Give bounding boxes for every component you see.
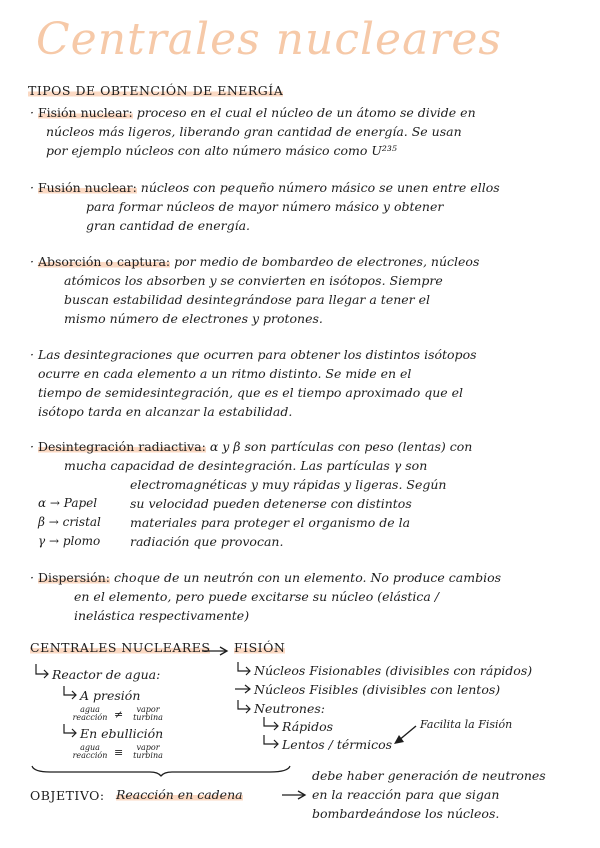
radiactiva-right-1: electromagnéticas y muy rápidas y ligeras. Según — [130, 477, 447, 492]
radiation-shield-list — [38, 494, 128, 551]
item-desintegraciones-text-3: tiempo de semidesintegración, que es el tiempo aproximado que el — [38, 385, 464, 400]
item-radiactiva-line-1: · Desintegración radiactiva: α y β son partículas con peso (lentas) con — [30, 439, 473, 454]
ebullicion-note-op: ≡ — [114, 746, 124, 759]
fisionables-hook-arrow-icon — [236, 662, 252, 676]
presion-note-op: ≠ — [114, 708, 124, 721]
item-absorcion-term: Absorción o captura: — [37, 254, 171, 269]
section-heading-centrales — [30, 640, 210, 655]
item-fision-text-1: proceso en el cual el núcleo de un átomo se divide en — [136, 105, 476, 120]
presion-hook-arrow-icon — [62, 686, 78, 700]
item-absorcion-line-1: · Absorción o captura: por medio de bombardeo de electrones, núcleos — [30, 254, 480, 269]
item-absorcion — [30, 252, 580, 328]
section-heading-centrales-text: CENTRALES NUCLEARES — [30, 640, 211, 655]
objetivo-label: OBJETIVO: — [30, 788, 105, 803]
rapidos-label: Rápidos — [282, 719, 334, 734]
ebullicion-note-a: agua reacción — [72, 743, 108, 760]
rapidos-hook-arrow-icon — [262, 717, 280, 731]
item-dispersion-text-2: en el elemento, pero puede excitarse su núcleo (elástica / — [74, 589, 439, 604]
arrow-to-lentos-icon — [392, 724, 418, 746]
presion-note — [68, 706, 188, 726]
objetivo-arrow-icon — [280, 790, 308, 800]
reactor-hook-arrow-icon — [34, 664, 50, 680]
radiactiva-right-3: materiales para proteger el organismo de la — [130, 515, 411, 530]
item-fusion — [30, 178, 580, 235]
item-fusion-text-2: para formar núcleos de mayor número másico y obtener — [86, 199, 444, 214]
page-title: Centrales nucleares — [36, 14, 502, 65]
item-desintegraciones-text-4: isótopo tarda en alcanzar la estabilidad. — [38, 404, 293, 419]
item-radiactiva-term: Desintegración radiactiva: — [37, 439, 206, 454]
lentos-label: Lentos / térmicos — [282, 737, 393, 752]
objetivo-explanation — [312, 766, 592, 823]
presion-label: A presión — [80, 688, 141, 703]
neutrones-label: Neutrones: — [254, 701, 325, 716]
item-absorcion-text-1: por medio de bombardeo de electrones, núcleos — [174, 254, 480, 269]
shield-beta: β → cristal — [38, 515, 101, 529]
objetivo-value: Reacción en cadena — [116, 787, 243, 802]
facilita-label: Facilita la Fisión — [420, 718, 513, 731]
item-desintegraciones — [30, 345, 580, 421]
neutrones-hook-arrow-icon — [236, 700, 252, 714]
item-absorcion-text-4: mismo número de electrones y protones. — [64, 311, 323, 326]
item-desintegraciones-text-2: ocurre en cada elemento a un ritmo distinto. Se mide en el — [38, 366, 412, 381]
item-absorcion-text-2: atómicos los absorben y se convierten en isótopos. Siempre — [64, 273, 443, 288]
arrow-right-icon — [200, 646, 230, 656]
item-fision-term: Fisión nuclear: — [37, 105, 133, 120]
item-dispersion — [30, 568, 585, 625]
item-dispersion-text-3: inelástica respectivamente) — [74, 608, 250, 623]
item-fusion-term: Fusión nuclear: — [37, 180, 137, 195]
radiactiva-right-4: radiación que provocan. — [130, 534, 284, 549]
section-heading-tipos — [28, 83, 283, 98]
item-radiactiva-text-2: mucha capacidad de desintegración. Las partículas γ son — [64, 458, 428, 473]
fisibles-label: Núcleos Fisibles (divisibles con lentos) — [254, 682, 501, 697]
shield-gamma: γ → plomo — [38, 534, 101, 548]
item-fusion-line-1: · Fusión nuclear: núcleos con pequeño número másico se unen entre ellos — [30, 180, 500, 195]
objetivo-line-2: en la reacción para que sigan — [312, 787, 500, 802]
ebullicion-label: En ebullición — [80, 726, 164, 741]
item-fision-line-1: · Fisión nuclear: proceso en el cual el núcleo de un átomo se divide en — [30, 105, 476, 120]
item-fusion-text-3: gran cantidad de energía. — [86, 218, 251, 233]
item-fusion-text-1: núcleos con pequeño número másico se unen entre ellos — [140, 180, 500, 195]
item-fision-text-3: por ejemplo núcleos con alto número másico como U²³⁵ — [46, 143, 397, 158]
item-dispersion-text-1: choque de un neutrón con un elemento. No produce cambios — [113, 570, 502, 585]
item-desintegraciones-line-1: · Las desintegraciones que ocurren para obtener los distintos isótopos — [30, 347, 477, 362]
underbrace — [30, 764, 292, 776]
item-dispersion-term: Dispersión: — [37, 570, 110, 585]
item-absorcion-text-3: buscan estabilidad desintegrándose para llegar a tener el — [64, 292, 431, 307]
presion-note-b: vapor turbina — [133, 705, 163, 722]
radiactiva-right-2: su velocidad pueden detenerse con distintos — [130, 496, 412, 511]
section-heading-tipos-text: TIPOS DE OBTENCIÓN DE ENERGÍA — [28, 83, 284, 98]
fisionables-label: Núcleos Fisionables (divisibles con rápidos) — [254, 663, 533, 678]
item-radiactiva — [30, 437, 585, 475]
ebullicion-note-b: vapor turbina — [133, 743, 163, 760]
presion-note-a: agua reacción — [72, 705, 108, 722]
item-fision — [30, 103, 580, 160]
fisibles-arrow-icon — [234, 684, 252, 694]
fision-target-text: FISIÓN — [234, 640, 286, 655]
ebullicion-hook-arrow-icon — [62, 724, 78, 738]
item-fision-text-2: núcleos más ligeros, liberando gran cantidad de energía. Se usan — [46, 124, 462, 139]
fision-target — [234, 640, 285, 655]
item-desintegraciones-text-1: Las desintegraciones que ocurren para obtener los distintos isótopos — [37, 347, 477, 362]
item-dispersion-line-1: · Dispersión: choque de un neutrón con un elemento. No produce cambios — [30, 570, 502, 585]
objetivo-line-3: bombardeándose los núcleos. — [312, 806, 500, 821]
objetivo-value-wrap — [116, 785, 243, 804]
objetivo-line-1: debe haber generación de neutrones — [312, 768, 546, 783]
item-radiactiva-text-1: α y β son partículas con peso (lentas) con — [209, 439, 473, 454]
ebullicion-note — [68, 744, 188, 764]
radiactiva-right-column — [130, 475, 580, 551]
shield-alpha: α → Papel — [38, 496, 98, 510]
lentos-hook-arrow-icon — [262, 735, 280, 749]
reactor-label: Reactor de agua: — [52, 667, 161, 682]
